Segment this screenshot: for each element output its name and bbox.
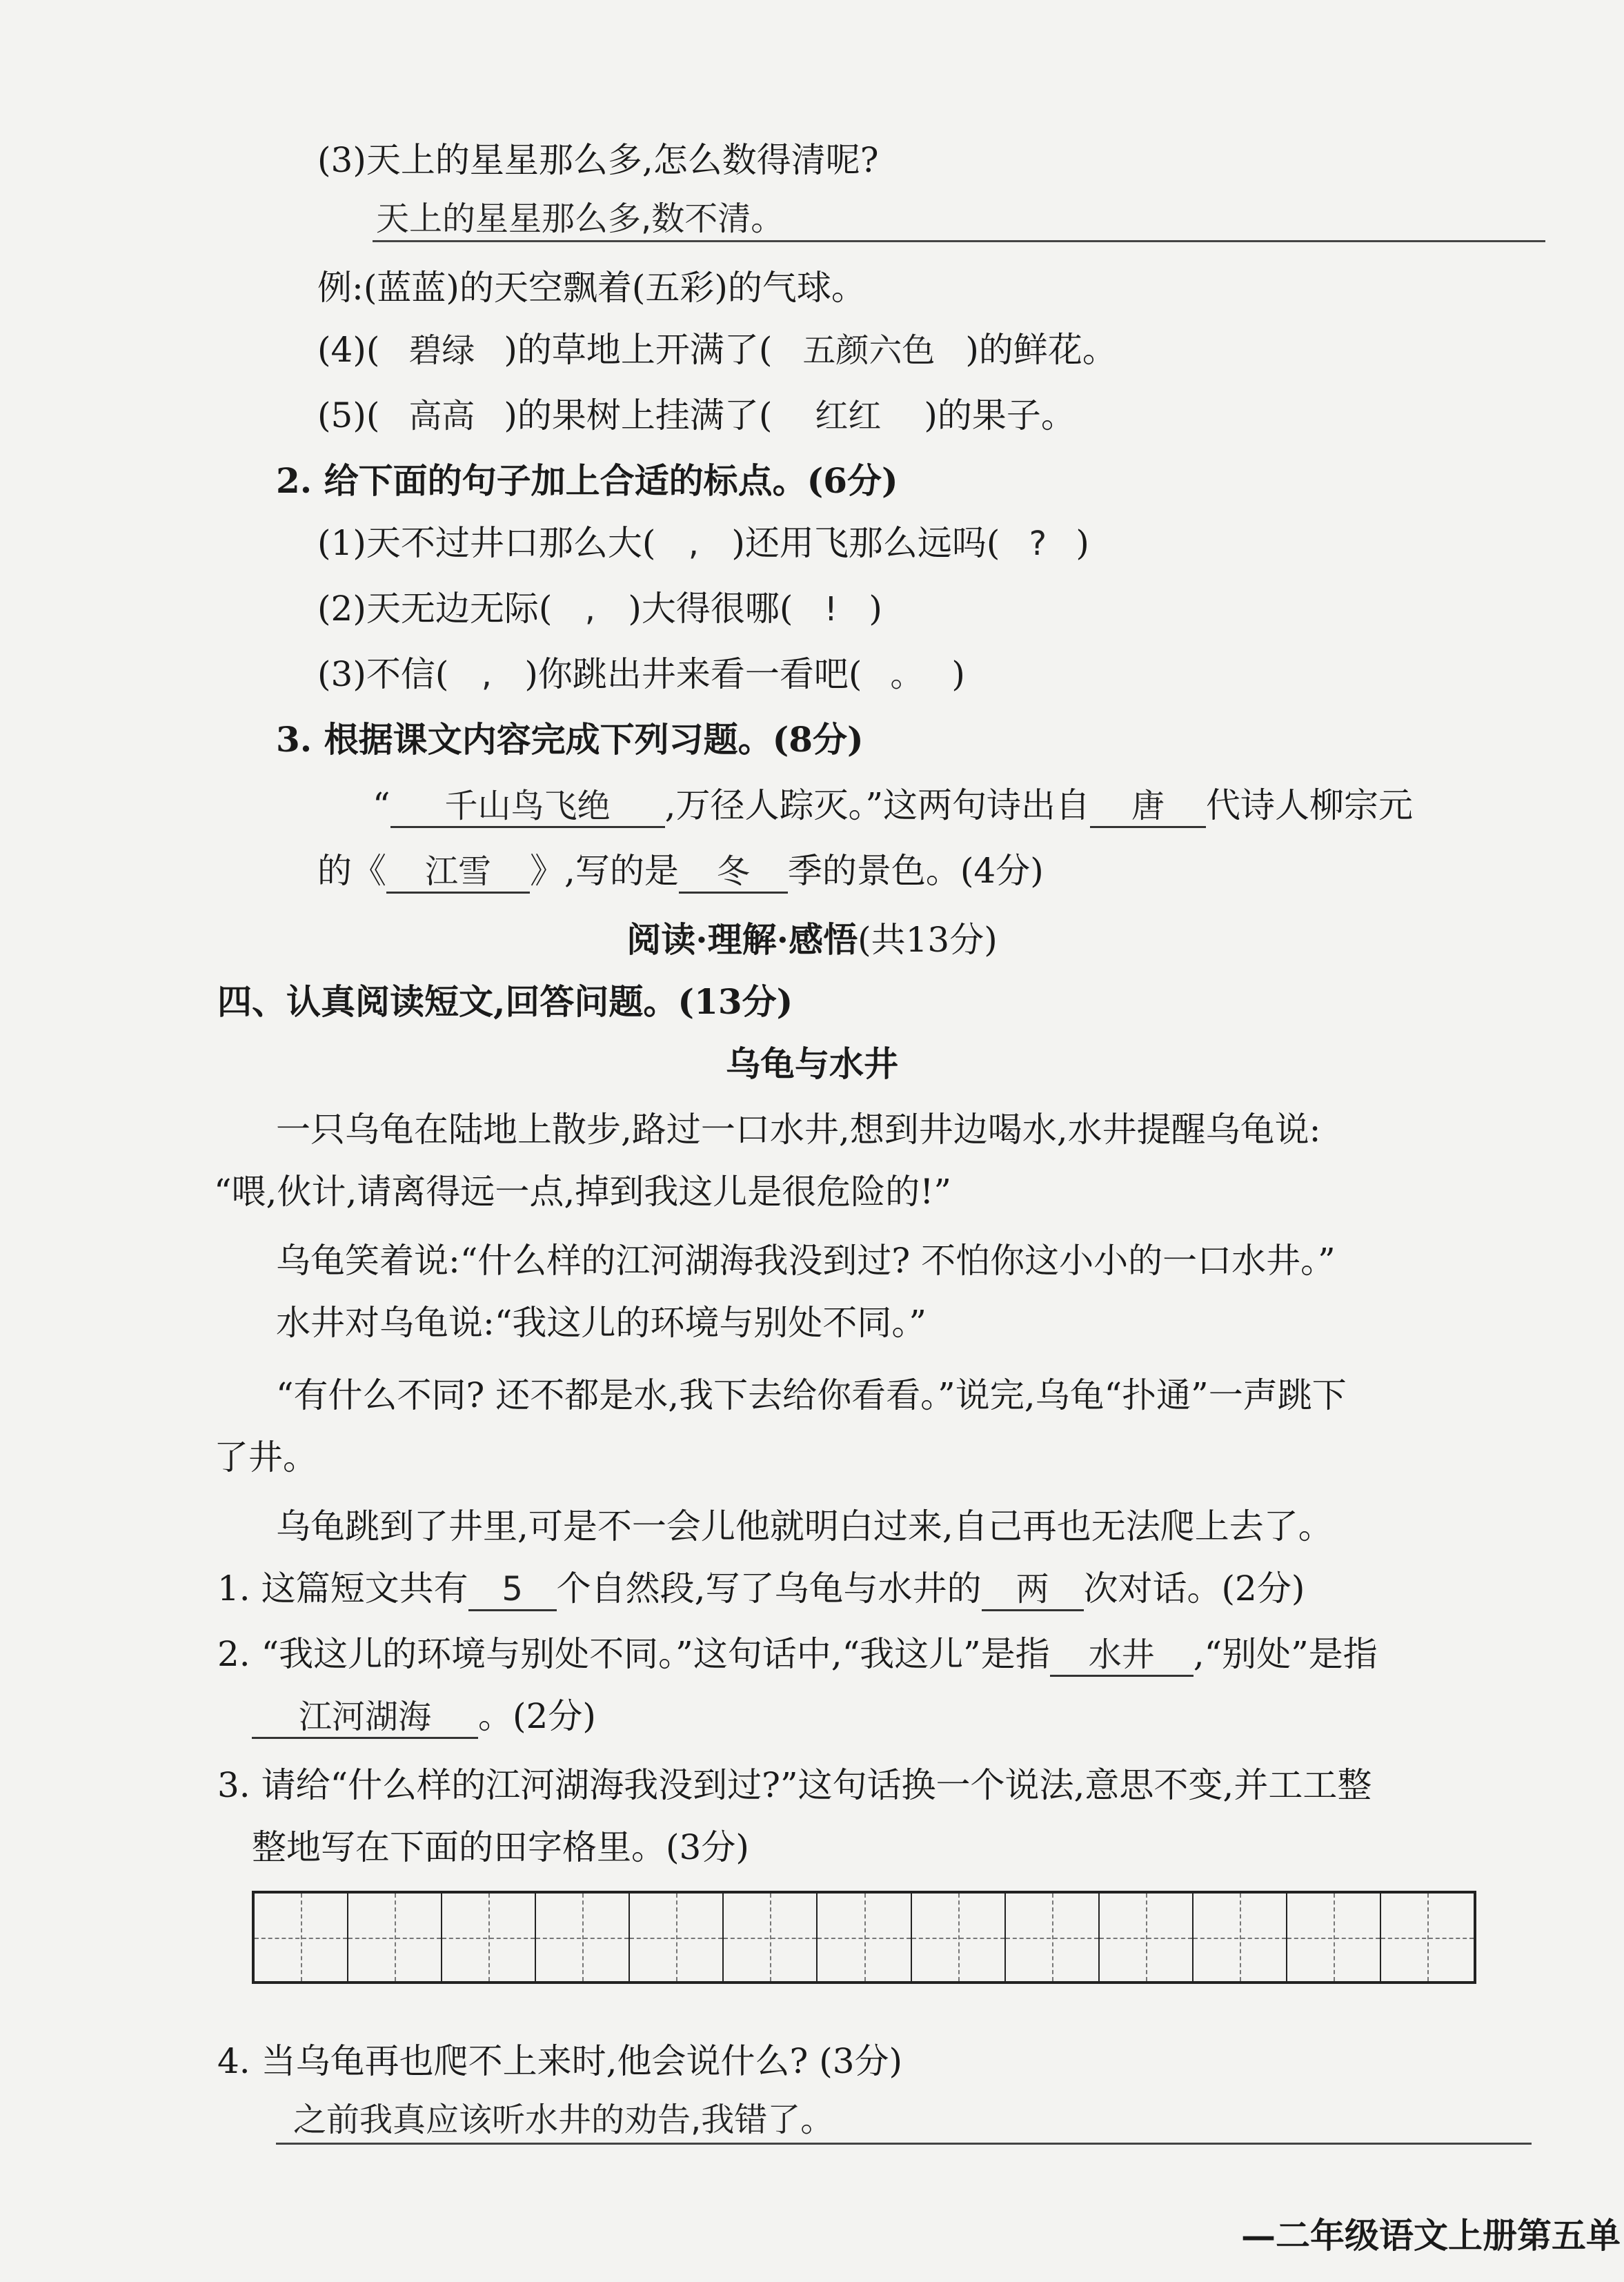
grid-cell[interactable] bbox=[1194, 1894, 1287, 1981]
grid-cell[interactable] bbox=[536, 1894, 630, 1981]
poem-answer-season: 冬 bbox=[679, 852, 788, 894]
fill-q4 bbox=[317, 328, 1117, 373]
fill-q5-pre: (5)( bbox=[317, 395, 380, 435]
punct-s1-mark-2: ? bbox=[1029, 524, 1047, 563]
section-score: (共13分) bbox=[858, 920, 998, 960]
q1-answer-paragraphs: 5 bbox=[468, 1569, 557, 1611]
answer-line bbox=[373, 240, 1545, 242]
reading-heading: 四、认真阅读短文,回答问题。(13分) bbox=[217, 981, 793, 1022]
fill-q5-mid: )的果树上挂满了( bbox=[504, 395, 773, 435]
poem-l1-text-c: 代诗人柳宗元 bbox=[1206, 785, 1414, 825]
rewrite-q3-prompt: (3)天上的星星那么多,怎么数得清呢? bbox=[317, 140, 879, 180]
punct-s1 bbox=[317, 521, 1089, 566]
q1-answer-dialogues: 两 bbox=[982, 1569, 1084, 1611]
grid-cell[interactable] bbox=[1100, 1894, 1194, 1981]
story-p5: 乌龟跳到了井里,可是不一会儿他就明白过来,自己再也无法爬上去了。 bbox=[276, 1506, 1333, 1546]
grid-cell[interactable] bbox=[255, 1894, 348, 1981]
page-footer: —二年级语文上册第五单 bbox=[1241, 2215, 1621, 2256]
fill-q4-post: )的鲜花。 bbox=[965, 330, 1117, 370]
question-3-line-2: 整地写在下面的田字格里。(3分) bbox=[252, 1827, 749, 1867]
q2-text-b: ,“别处”是指 bbox=[1193, 1634, 1378, 1674]
q2-text-c: 。(2分) bbox=[478, 1696, 596, 1736]
question-4: 4. 当乌龟再也爬不上来时,他会说什么? (3分) bbox=[217, 2041, 903, 2081]
story-p2: 乌龟笑着说:“什么样的江河湖海我没到过? 不怕你这小小的一口水井。” bbox=[276, 1241, 1336, 1281]
grid-cell[interactable] bbox=[442, 1894, 536, 1981]
section-title-text: 阅读·理解·感悟 bbox=[626, 919, 858, 960]
poem-l1-text-b: ,万径人踪灭。”这两句诗出自 bbox=[664, 785, 1091, 825]
question-4-answer: 之前我真应该听水井的劝告,我错了。 bbox=[293, 2101, 834, 2139]
punct-s3-text-a: (3)不信( bbox=[317, 654, 449, 694]
fill-q5-post: )的果子。 bbox=[924, 395, 1076, 435]
question-2-line-2 bbox=[252, 1694, 596, 1739]
answer-line bbox=[276, 2143, 1532, 2145]
punct-s2 bbox=[317, 587, 882, 631]
fill-q4-mid: )的草地上开满了( bbox=[504, 330, 773, 370]
q2-answer-elsewhere: 江河湖海 bbox=[252, 1697, 478, 1739]
question-3-line-1: 3. 请给“什么样的江河湖海我没到过?”这句话换一个说法,意思不变,并工工整 bbox=[217, 1765, 1372, 1805]
q1-text-b: 个自然段,写了乌龟与水井的 bbox=[556, 1568, 982, 1609]
poem-line-1 bbox=[373, 783, 1413, 828]
q1-text-c: 次对话。(2分) bbox=[1083, 1568, 1305, 1609]
story-p4-line-2: 了井。 bbox=[214, 1437, 317, 1477]
poem-l2-text-b: 》,写的是 bbox=[530, 851, 679, 891]
grid-cell[interactable] bbox=[724, 1894, 818, 1981]
poem-l1-open-quote: “ bbox=[373, 785, 390, 825]
fill-q5-answer-1: 高高 bbox=[408, 397, 475, 435]
grid-cell[interactable] bbox=[1287, 1894, 1381, 1981]
grid-cell[interactable] bbox=[912, 1894, 1006, 1981]
punct-s2-mark-2: ! bbox=[824, 590, 838, 629]
grid-cell[interactable] bbox=[348, 1894, 442, 1981]
q2-answer-here: 水井 bbox=[1050, 1635, 1194, 1677]
story-title: 乌龟与水井 bbox=[726, 1043, 898, 1084]
poem-answer-title: 江雪 bbox=[386, 852, 530, 894]
poem-l2-text-c: 季的景色。(4分) bbox=[787, 851, 1044, 891]
punct-s3-mark-1: , bbox=[481, 656, 492, 694]
grid-cell[interactable] bbox=[818, 1894, 911, 1981]
tianzige-writing-grid[interactable] bbox=[252, 1891, 1476, 1984]
fill-q4-answer-2: 五颜六色 bbox=[802, 331, 935, 370]
fill-q5 bbox=[317, 393, 1076, 438]
punct-s2-mark-1: , bbox=[584, 590, 595, 629]
punct-s3 bbox=[317, 652, 965, 697]
section-title bbox=[0, 918, 1624, 962]
punct-s1-text-a: (1)天不过井口那么大( bbox=[317, 523, 656, 563]
fill-q4-pre: (4)( bbox=[317, 330, 380, 370]
rewrite-q3-answer: 天上的星星那么多,数不清。 bbox=[376, 199, 784, 238]
question-2-line-1 bbox=[217, 1632, 1378, 1677]
poem-answer-dynasty: 唐 bbox=[1090, 786, 1206, 828]
q1-text-a: 1. 这篇短文共有 bbox=[217, 1568, 468, 1609]
story-p1-line-1: 一只乌龟在陆地上散步,路过一口水井,想到井边喝水,水井提醒乌龟说: bbox=[276, 1110, 1321, 1150]
punct-s2-text-c: ) bbox=[869, 589, 882, 629]
poem-heading: 3. 根据课文内容完成下列习题。(8分) bbox=[276, 719, 864, 760]
punct-heading: 2. 给下面的句子加上合适的标点。(6分) bbox=[276, 460, 898, 501]
punct-s1-text-c: ) bbox=[1076, 523, 1089, 563]
q2-text-a: 2. “我这儿的环境与别处不同。”这句话中,“我这儿”是指 bbox=[217, 1634, 1050, 1674]
poem-answer-verse: 千山鸟飞绝 bbox=[390, 786, 665, 828]
punct-s1-mark-1: , bbox=[688, 524, 699, 563]
grid-cell[interactable] bbox=[1006, 1894, 1100, 1981]
grid-cell[interactable] bbox=[1381, 1894, 1474, 1981]
punct-s2-text-a: (2)天无边无际( bbox=[317, 589, 553, 629]
punct-s1-text-b: )还用飞那么远吗( bbox=[731, 523, 1000, 563]
grid-cell[interactable] bbox=[630, 1894, 724, 1981]
question-1 bbox=[217, 1566, 1305, 1611]
punct-s3-text-c: ) bbox=[951, 654, 965, 694]
punct-s3-mark-2: 。 bbox=[890, 656, 924, 694]
punct-s2-text-b: )大得很哪( bbox=[628, 589, 793, 629]
story-p4-line-1: “有什么不同? 还不都是水,我下去给你看看。”说完,乌龟“扑通”一声跳下 bbox=[276, 1375, 1347, 1415]
poem-l2-text-a: 的《 bbox=[317, 851, 386, 891]
fill-q5-answer-2: 红红 bbox=[815, 397, 882, 435]
punct-s3-text-b: )你跳出井来看一看吧( bbox=[524, 654, 862, 694]
fill-q4-answer-1: 碧绿 bbox=[408, 331, 475, 370]
poem-line-2 bbox=[317, 849, 1044, 894]
fill-example: 例:(蓝蓝)的天空飘着(五彩)的气球。 bbox=[317, 268, 866, 308]
story-p1-line-2: “喂,伙计,请离得远一点,掉到我这儿是很危险的!” bbox=[214, 1172, 951, 1212]
story-p3: 水井对乌龟说:“我这儿的环境与别处不同。” bbox=[276, 1303, 927, 1343]
